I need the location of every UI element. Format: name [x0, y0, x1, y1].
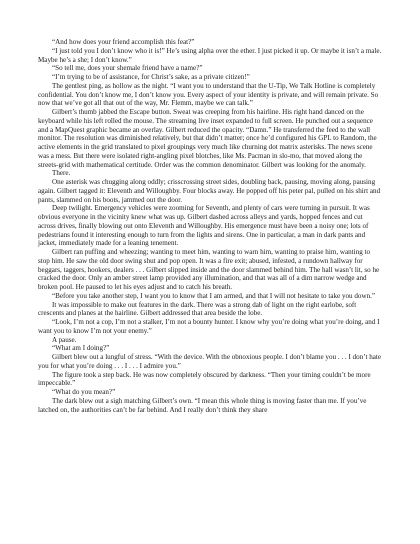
paragraph: “And how does your friend accomplish this feat?”	[52, 38, 195, 46]
paragraph: The dark blew out a sigh matching Gilbert’s own. “I mean this whole thing is moving faster than me. If you’ve latched on, the authorities can’t be far behind. And I really don’t think they share	[38, 396, 367, 414]
paragraph: Deep twilight. Emergency vehicles were zooming for Seventh, and plenty of cars were turning in pursuit. It was obvious everyone in the vicinity knew what was up. Gilbert dashed across alleys and yards, hopped fences and cut across drives, finally blowing out onto Eleventh and Willoughby. His emergence must have been a noisy one; lots of pedestrians found it interesting enough to turn from the lights and sirens. One in particular, a man in dark pants and jacket, immediately made for a leaning tenement.	[38, 204, 370, 248]
paragraph: “I just told you I don’t know who it is!” He’s using alpha over the ether. I just picked it up. Or maybe it isn’t a male. Maybe he’s a she; I don’t know.”	[38, 46, 382, 64]
paragraph: There.	[52, 169, 71, 178]
paragraph: “Before you take another step, I want you to know that I am armed, and that I will not hesitate to take you down.”	[52, 291, 376, 300]
paragraph: A pause.	[52, 335, 77, 344]
paragraph: Gilbert ran puffing and wheezing; wanting to meet him, wanting to warn him, wanting to praise him, wanting to stop him. He saw the old door swing shut and pop open. It was a fire exit; abused, infested, a rundown hallway for beggars, taggers, hookers, dealers . . . Gilbert slipped inside and the door slammed behind him. The hall wasn’t lit, so he cracked the door. Only an amber street lamp provided any illumination, and that was all of a dim narrow wedge and broken pool. He paused to let his eyes adjust and to catch his breath.	[38, 248, 380, 291]
paragraph: The figure took a step back. He was now completely obscured by darkness. “Then your timing couldn’t be more impeccable.”	[38, 370, 371, 388]
paragraph: Gilbert blew out a lungful of stress. “With the device. With the obnoxious people. I don’t blame you . . . I don’t hate you for what you’re doing . . . I . . . I admire you.”	[38, 353, 382, 370]
paragraph: Gilbert’s thumb jabbed the Escape button. Sweat was creeping from his hairline. His right hand danced on the keyboard while his left rolled the mouse. The streaming live inset expanded to full screen. He punched out a sequence and a MapQuest graphic became an overlay. Gilbert reduced the opacity. “Damn.” He transferred the feed to the wall monitor. The resolution was diminished relatively, but that didn’t matter; once he’d configured his GPL to Random, the active elements in the grid translated to pixel groupings very much like churning dot matrix asterisks. The news scene was a mess. But there were isolated right-angling pixel blotches, like Ms. Pacman in slo-mo, that moved along the streets-grid with mathematical certitude. Order was the common denominator. Gilbert was looking for the anomaly.	[38, 108, 377, 169]
paragraph: “Look, I’m not a cop, I’m not a stalker, I’m not a bounty hunter. I know why you’re doing what you’re doing, and I want you to know I’m not your enemy.”	[38, 318, 380, 335]
paragraph: It was impossible to make out features in the dark. There was a strong dab of light on the right earlobe, soft crescents and planes at the hairline. Gilbert addressed that area beside the lobe.	[38, 300, 357, 318]
paragraph: The gentlest ping, as hollow as the night. “I want you to understand that the U-Tip, We Talk Hotline is completely confidential. You don’t know me, I don’t know you. Every aspect of your identity is private, and will remain private. So now that we’ve got all that out of the way, Mr. Flemm, maybe we can talk.”	[38, 81, 379, 108]
paragraph: “What do you mean?”	[52, 388, 116, 396]
paragraph: One asterisk was chugging along oddly; crisscrossing street sides, doubling back, pausing, moving along, pausing again. Gilbert tagged it: Eleventh and Willoughby. Four blocks away. He popped off his peter pal, pulled on his shirt and pants, slammed on his boots, jammed out the door.	[38, 178, 381, 204]
paragraph: “What am I doing?”	[52, 344, 110, 353]
paragraph: “So tell me, does your shemale friend have a name?”	[52, 64, 203, 73]
paragraph: “I’m trying to be of assistance, for Christ’s sake, as a private citizen!”	[52, 73, 250, 81]
